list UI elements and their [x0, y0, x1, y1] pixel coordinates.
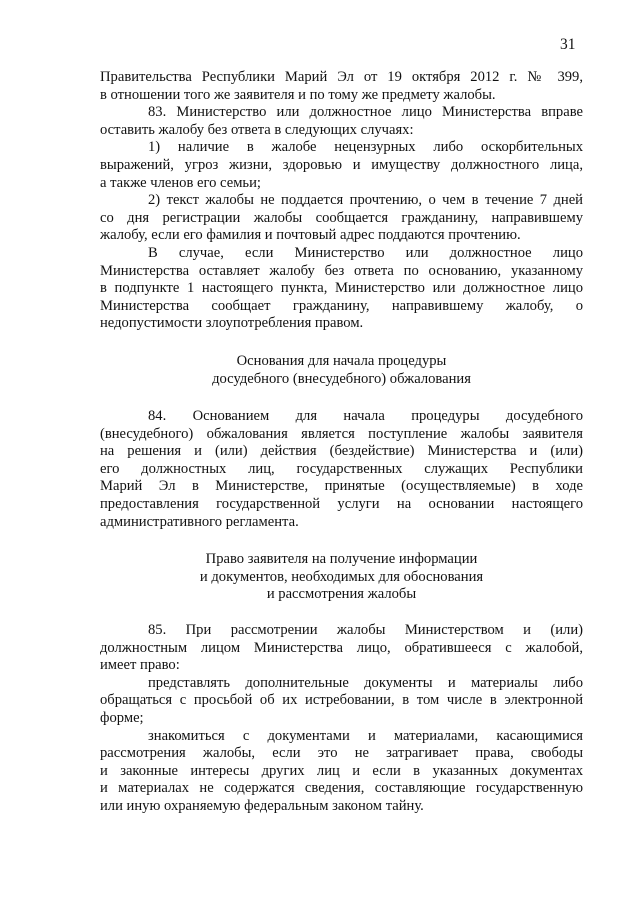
paragraph-83 — [100, 104, 583, 139]
section-heading-grounds — [100, 353, 583, 388]
text-line: на решения и (или) действия (бездействие) Министерства и (или) — [100, 443, 583, 460]
text-line: или иную охраняемую федеральным законом тайну. — [100, 797, 424, 814]
text-line: со дня регистрации жалобы сообщается гражданину, направившему — [100, 209, 583, 226]
text-line: 85. При рассмотрении жалобы Министерством и (или) — [148, 622, 583, 639]
text-line: обращаться с просьбой об их истребовании, в том числе в электронной — [100, 692, 583, 709]
text-line: Министерства сообщает гражданину, направившему жалобу, о — [100, 297, 583, 314]
right-item-1 — [100, 675, 583, 728]
text-line: в отношении того же заявителя и по тому же предмету жалобы. — [100, 86, 496, 103]
text-line: представлять дополнительные документы и материалы либо — [148, 674, 583, 691]
text-line: знакомиться с документами и материалами, касающимися — [148, 727, 583, 744]
text-line: 84. Основанием для начала процедуры досудебного — [148, 408, 583, 425]
text-line: форме; — [100, 710, 144, 726]
text-line: оставить жалобу без ответа в следующих случаях: — [100, 121, 414, 138]
text-line: (внесудебного) обжалования является поступление жалобы заявителя — [100, 425, 583, 442]
text-line: 2) текст жалобы не поддается прочтению, о чем в течение 7 дней — [148, 192, 583, 209]
list-item-1 — [100, 139, 583, 192]
text-line: его должностных лиц, государственных служащих Республики — [100, 460, 583, 477]
paragraph-84 — [100, 408, 583, 531]
heading-line: и рассмотрения жалобы — [266, 586, 417, 603]
text-line: предоставления государственной услуги на основании настоящего — [100, 496, 583, 513]
page-number: 31 — [560, 36, 576, 53]
text-line: В случае, если Министерство или должностное лицо — [148, 244, 583, 261]
paragraph-85 — [100, 622, 583, 675]
paragraph-case — [100, 245, 583, 333]
text-line: имеет право: — [100, 657, 180, 674]
paragraph-continuation — [100, 69, 583, 104]
text-line: 1) наличие в жалобе нецензурных либо оскорбительных — [148, 139, 583, 156]
text-line: жалобу, если его фамилия и почтовый адрес поддаются прочтению. — [100, 227, 521, 244]
text-line: административного регламента. — [100, 513, 299, 530]
heading-line: Право заявителя на получение информации — [205, 551, 478, 568]
heading-line: Основания для начала процедуры — [236, 352, 447, 369]
text-line: рассмотрения жалобы, если это не затрагивает права, свободы — [100, 745, 583, 762]
text-line: 83. Министерство или должностное лицо Министерства вправе — [148, 104, 583, 121]
right-item-2 — [100, 728, 583, 816]
text-line: Правительства Республики Марий Эл от 19 октября 2012 г. № 399, — [100, 69, 583, 85]
text-line: недопустимости злоупотребления правом. — [100, 315, 364, 332]
spacer — [100, 604, 583, 622]
text-line: а также членов его семьи; — [100, 174, 261, 191]
text-line: Министерства оставляет жалобу без ответа по основанию, указанному — [100, 262, 583, 279]
spacer — [100, 531, 583, 551]
text-line: и законные интересы других лиц и если в указанных документах — [100, 762, 583, 779]
text-line: должностным лицом Министерства лицо, обратившееся с жалобой, — [100, 639, 583, 656]
section-heading-rights — [100, 551, 583, 604]
text-line: и материалах не содержатся сведения, составляющие государственную — [100, 780, 583, 797]
text-line: Марий Эл в Министерстве, принятые (осуществляемые) в ходе — [100, 478, 583, 495]
text-line: выражений, угроз жизни, здоровью и имуществу должностного лица, — [100, 156, 583, 173]
spacer — [100, 333, 583, 353]
list-item-2 — [100, 192, 583, 245]
heading-line: досудебного (внесудебного) обжалования — [212, 370, 471, 387]
text-line: в подпункте 1 настоящего пункта, Министерство или должностное лицо — [100, 280, 583, 297]
spacer — [100, 388, 583, 408]
heading-line: и документов, необходимых для обоснования — [199, 568, 484, 585]
document-body — [100, 69, 583, 816]
